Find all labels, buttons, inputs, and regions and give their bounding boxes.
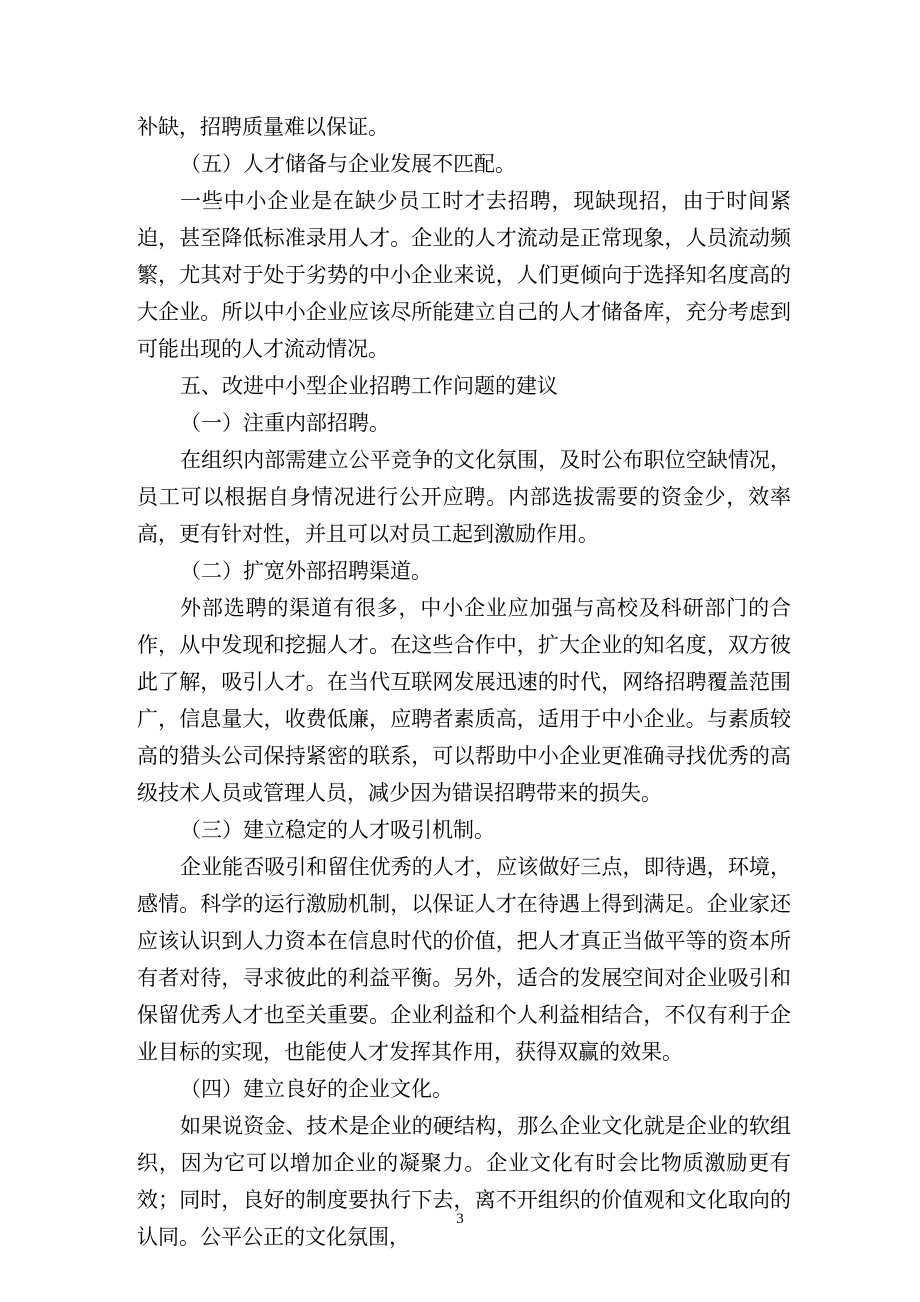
paragraph-talent-attraction: 企业能否吸引和留住优秀的人才，应该做好三点，即待遇，环境，感情。科学的运行激励机制，以保证人才在待遇上得到满足。企业家还应该认识到人力资本在信息时代的价值，把人才真正当做平等的资本所有者对待，寻求彼此的利益平衡。另外，适合的发展空间对企业吸引和保留优秀人才也至关重要。企业利益和个人利益相结合，不仅有利于企业目标的实现，也能使人才发挥其作用，获得双赢的效果。 [137,855,791,1064]
page-number: 3 [456,1211,464,1227]
subheading-talent-attraction: （三）建立稳定的人才吸引机制。 [180,818,495,842]
paragraph-continuation: 补缺，招聘质量难以保证。 [137,115,389,139]
subheading-talent-reserve: （五）人才储备与企业发展不匹配。 [180,152,516,176]
section-heading-suggestions: 五、改进中小型企业招聘工作问题的建议 [180,374,558,398]
subheading-internal-recruitment: （一）注重内部招聘。 [180,411,390,435]
paragraph-corporate-culture: 如果说资金、技术是企业的硬结构，那么企业文化就是企业的软组织，因为它可以增加企业的凝聚力。企业文化有时会比物质激励更有效；同时，良好的制度要执行下去，离不开组织的价值观和文化取向的认同。公平公正的文化氛围， [137,1114,791,1249]
subheading-external-channels: （二）扩宽外部招聘渠道。 [180,559,432,583]
subheading-corporate-culture: （四）建立良好的企业文化。 [180,1077,453,1101]
paragraph-talent-reserve: 一些中小企业是在缺少员工时才去招聘，现缺现招，由于时间紧迫，甚至降低标准录用人才。企业的人才流动是正常现象，人员流动频繁，尤其对于处于劣势的中小企业来说，人们更倾向于选择知名度高的大企业。所以中小企业应该尽所能建立自己的人才储备库，充分考虑到可能出现的人才流动情况。 [137,189,791,361]
paragraph-external-channels: 外部选聘的渠道有很多，中小企业应加强与高校及科研部门的合作，从中发现和挖掘人才。在这些合作中，扩大企业的知名度，双方彼此了解，吸引人才。在当代互联网发展迅速的时代，网络招聘覆盖范围广，信息量大，收费低廉，应聘者素质高，适用于中小企业。与素质较高的猎头公司保持紧密的联系，可以帮助中小企业更准确寻找优秀的高级技术人员或管理人员，减少因为错误招聘带来的损失。 [137,596,791,805]
paragraph-internal-recruitment: 在组织内部需建立公平竞争的文化氛围，及时公布职位空缺情况，员工可以根据自身情况进行公开应聘。内部选拔需要的资金少，效率高，更有针对性，并且可以对员工起到激励作用。 [137,448,791,546]
document-body [137,109,791,1256]
